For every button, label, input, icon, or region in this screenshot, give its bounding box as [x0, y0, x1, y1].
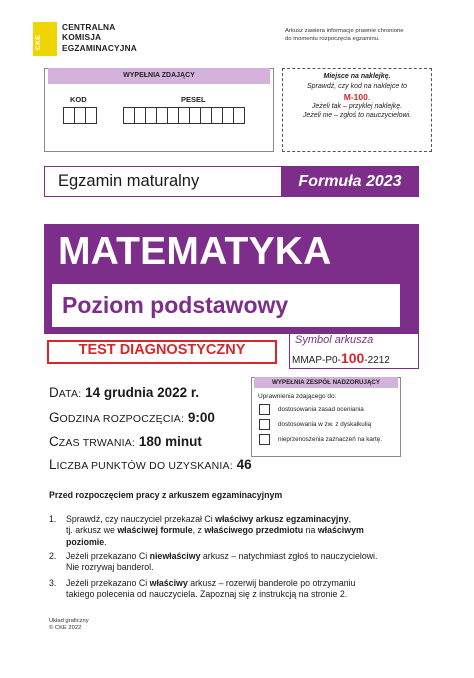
symbol-number: 100 [340, 350, 365, 366]
exam-type: Egzamin maturalny [58, 172, 200, 190]
instruction-line [66, 551, 414, 562]
subject-title: MATEMATYKA [58, 230, 332, 273]
legal-note-line-2: do momentu rozpoczęcia egzaminu. [285, 36, 380, 42]
start-value: 9:00 [187, 410, 215, 425]
text-part: , [348, 514, 352, 524]
checkbox[interactable] [259, 434, 270, 445]
instructions-heading: Przed rozpoczęciem pracy z arkuszem egzaminacyjnym [49, 490, 283, 500]
accommodation-option[interactable] [259, 404, 364, 415]
sticker-line-1: Miejsce na naklejkę. [323, 73, 391, 80]
accommodation-option[interactable] [259, 419, 371, 430]
option-label: dostosowania w zw. z dyskalkulią [278, 421, 372, 428]
legal-note-line-1: Arkusz zawiera informacje prawnie chronione [285, 28, 404, 34]
sticker-line-4: Jeżeli nie – zgłoś to nauczycielowi. [302, 112, 412, 120]
duration-label: ZAS TRWANIA: [58, 437, 136, 449]
text-part: Sprawdź, czy nauczyciel przekazał Ci [66, 514, 216, 524]
candidate-heading: WYPEŁNIA ZDAJĄCY [48, 68, 270, 84]
points-label: ICZBA PUNKTÓW DO UZYSKANIA: [56, 460, 233, 472]
footer-line-1: Układ graficzny [49, 618, 89, 624]
sticker-line-2: Sprawdź, czy kod na naklejce to [307, 82, 407, 90]
text-emphasis: właściwej formule [117, 525, 193, 536]
date-value: 14 grudnia 2022 r. [85, 385, 200, 400]
exam-points [49, 456, 252, 475]
test-label: TEST DIAGNOSTYCZNY [78, 342, 246, 358]
date-label: ATA: [58, 388, 82, 400]
instruction-line: takiego polecenia od nauczyciela. Zapoznaj się z instrukcją na stronie 2. [66, 589, 348, 600]
symbol-code [292, 350, 390, 369]
text-part: Jeżeli przekazano Ci [66, 551, 150, 561]
sticker-line-3: Jeżeli tak – przyklej naklejkę. [311, 102, 403, 110]
supervisor-box [251, 377, 401, 457]
sticker-code [282, 92, 432, 102]
text-part: arkusz – natychmiast zgłoś to nauczycielowi. [200, 551, 378, 561]
pesel-field[interactable] [123, 107, 244, 124]
duration-cap: C [49, 434, 59, 449]
symbol-suffix: -2212 [364, 355, 390, 366]
checkbox[interactable] [259, 404, 270, 415]
text-part: na [303, 525, 318, 536]
instruction-number: 2. [49, 551, 57, 561]
exam-duration [49, 433, 202, 452]
instruction-item [49, 578, 414, 601]
option-label: dostosowania zasad oceniania [278, 406, 364, 413]
symbol-prefix: MMAP-P0- [292, 355, 341, 366]
points-cap: L [49, 457, 57, 472]
sticker-code-period: . [367, 92, 371, 102]
exam-formula: Formuła 2023 [281, 166, 419, 197]
instruction-line [66, 578, 414, 589]
kod-digit[interactable] [85, 107, 97, 124]
kod-label: KOD [70, 95, 87, 104]
duration-value: 180 minut [138, 434, 202, 449]
logo-mark: CKE [35, 34, 42, 50]
footer-line-2: © CKE 2022 [49, 625, 82, 632]
kod-field[interactable] [63, 107, 96, 124]
instruction-line: Nie rozrywaj banderol. [66, 562, 154, 573]
text-emphasis: właściwy [149, 578, 188, 588]
text-part: tj. arkusz we [66, 525, 118, 536]
date-cap: D [49, 385, 59, 400]
text-part: arkusz – rozerwij banderole po otrzymaniu [187, 578, 356, 588]
instruction-line [66, 525, 414, 536]
logo-line-1: CENTRALNA [62, 22, 116, 32]
cke-logo [33, 22, 57, 56]
text-emphasis: właściwy arkusz egzaminacyjny [215, 514, 349, 524]
option-label: nieprzenoszenia zaznaczeń na kartę. [278, 436, 382, 443]
instruction-number: 1. [49, 514, 57, 524]
exam-start-time [49, 409, 215, 428]
text-part: , z [192, 525, 205, 536]
text-emphasis: właściwego przedmiotu [204, 525, 304, 536]
pesel-label: PESEL [181, 95, 206, 104]
instruction-number: 3. [49, 578, 57, 588]
sticker-code-value: M-100 [343, 92, 368, 102]
level-title: Poziom podstawowy [62, 292, 289, 318]
points-value: 46 [236, 457, 252, 472]
instruction-item [49, 514, 414, 548]
text-emphasis: niewłaściwy [149, 551, 201, 561]
footer [49, 618, 89, 632]
text-part: Jeżeli przekazano Ci [66, 578, 150, 588]
pesel-digit[interactable] [233, 107, 245, 124]
supervisor-subheading: Uprawnienia zdającego do: [258, 393, 337, 400]
logo-line-2: KOMISJA [62, 32, 102, 43]
supervisor-heading: WYPEŁNIA ZESPÓŁ NADZORUJĄCY [254, 377, 398, 388]
logo-text [62, 22, 137, 53]
text-part: . [104, 536, 107, 547]
instruction-item [49, 551, 414, 574]
symbol-label: Symbol arkusza [295, 334, 374, 346]
exam-date [49, 384, 199, 403]
checkbox[interactable] [259, 419, 270, 430]
instruction-line [66, 514, 414, 525]
start-label: ODZINA ROZPOCZĘCIA: [59, 413, 185, 425]
accommodation-option[interactable] [259, 434, 382, 445]
text-emphasis: właściwym [317, 525, 364, 536]
instruction-line [66, 537, 414, 548]
legal-note [285, 27, 445, 43]
text-emphasis: poziomie [66, 536, 105, 547]
start-cap: G [49, 410, 60, 425]
logo-line-3: EGZAMINACYJNA [62, 42, 137, 53]
